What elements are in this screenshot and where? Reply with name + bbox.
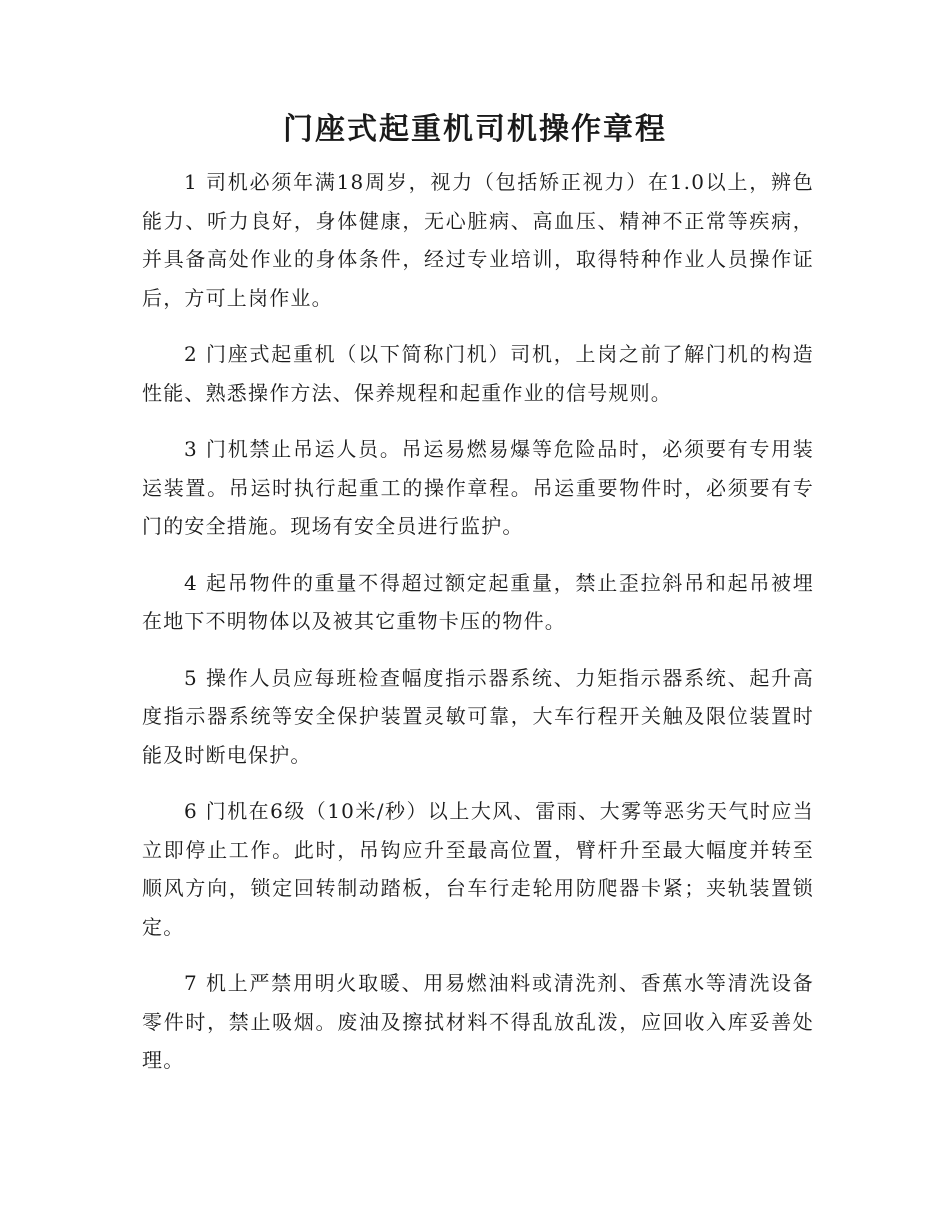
paragraph-6: 6 门机在6级（10米/秒）以上大风、雷雨、大雾等恶劣天气时应当立即停止工作。此时，吊钩应升至最高位置，臂杆升至最大幅度并转至顺风方向，锁定回转制动踏板，台车行走轮用防爬器卡紧；夹轨装置锁定。 <box>142 799 814 939</box>
document-body <box>142 163 814 1098</box>
paragraph-4: 4 起吊物件的重量不得超过额定起重量，禁止歪拉斜吊和起吊被埋在地下不明物体以及被其它重物卡压的物件。 <box>142 570 814 633</box>
paragraph-3: 3 门机禁止吊运人员。吊运易燃易爆等危险品时，必须要有专用装运装置。吊运时执行起重工的操作章程。吊运重要物件时，必须要有专门的安全措施。现场有安全员进行监护。 <box>142 437 814 538</box>
paragraph-7: 7 机上严禁用明火取暖、用易燃油料或清洗剂、香蕉水等清洗设备零件时，禁止吸烟。废油及擦拭材料不得乱放乱泼，应回收入库妥善处理。 <box>142 971 814 1072</box>
paragraph-1: 1 司机必须年满18周岁，视力（包括矫正视力）在1.0以上，辨色能力、听力良好，身体健康，无心脏病、高血压、精神不正常等疾病，并具备高处作业的身体条件，经过专业培训，取得特种作业人员操作证后，方可上岗作业。 <box>142 170 814 310</box>
paragraph-2: 2 门座式起重机（以下简称门机）司机，上岗之前了解门机的构造性能、熟悉操作方法、保养规程和起重作业的信号规则。 <box>142 342 814 405</box>
paragraph-5: 5 操作人员应每班检查幅度指示器系统、力矩指示器系统、起升高度指示器系统等安全保护装置灵敏可靠，大车行程开关触及限位装置时能及时断电保护。 <box>142 665 814 767</box>
document-title: 门座式起重机司机操作章程 <box>283 112 667 147</box>
